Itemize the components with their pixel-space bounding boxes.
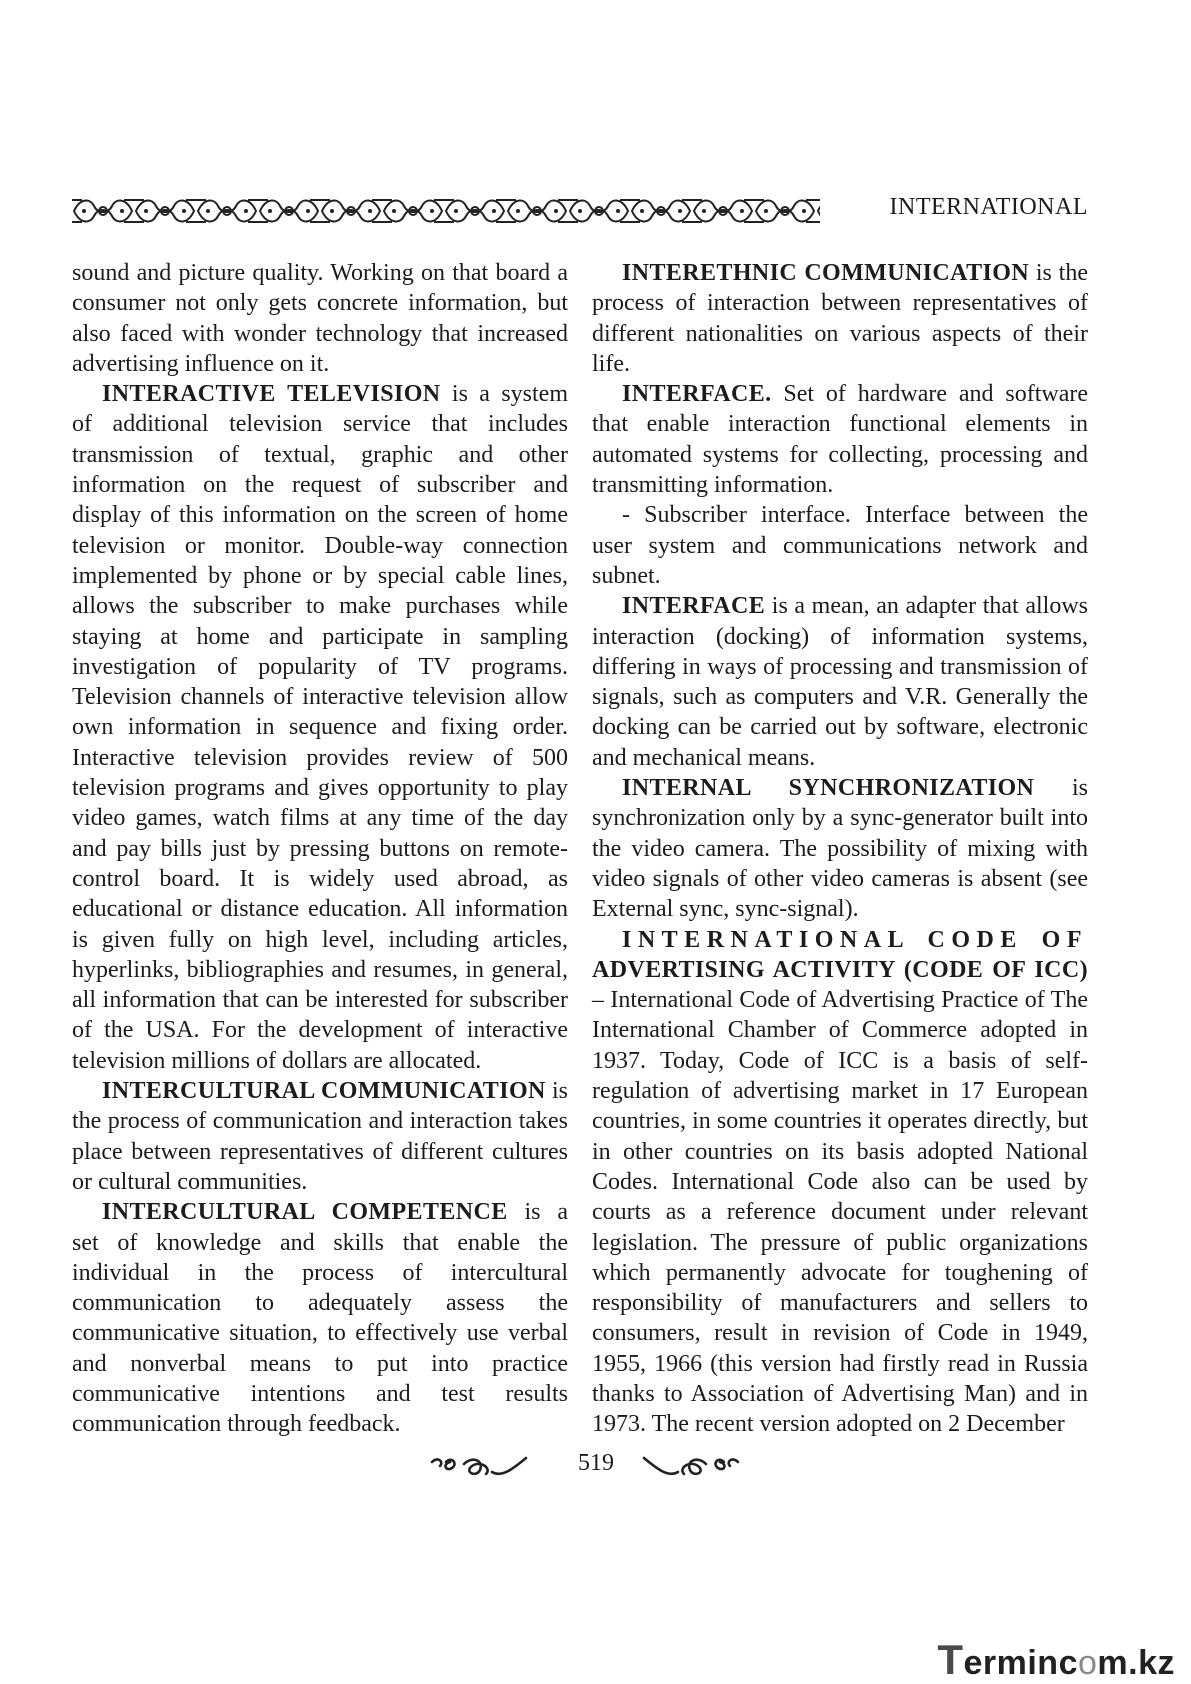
entry-text: is the process of interaction between representatives of different nationalities on various aspects of their life.	[592, 260, 1089, 377]
entry-interface-mean	[592, 591, 1088, 773]
entry-text: is a mean, an adapter that allows interaction (docking) of information systems, differing in ways of processing and transmission of signals, such as computers and V.R. Generally the docking can be carried out by software, electronic and mechanical means.	[592, 593, 1088, 771]
entry-text: sound and picture quality. Working on that board a consumer not only gets concrete information, but also faced with wonder technology that increased advertising influence on it.	[72, 260, 568, 377]
entry-term: INTERNAL SYNCHRONIZATION	[622, 775, 1035, 802]
entry-text: – International Code of Advertising Practice of The International Chamber of Commerce adopted in 1937. Today, Code of ICC is a basis of self-regulation of advertising market in 17 European countries, in some countries it operates directly, but in other countries on its basis adopted National Codes. International Code also can be used by courts as a reference document under relevant legislation. The pressure of public organizations which permanently advocate for toughening of responsibility of manufacturers and sellers to consumers, result in revision of Code in 1949, 1955, 1966 (this version had firstly read in Russia thanks to Association of Advertising Man) and in 1973. The recent version adopted on 2 December	[592, 987, 1088, 1438]
swirl-right-icon	[640, 1454, 740, 1480]
entry-text: is the process of communication and interaction takes place between representatives of different cultures or cultural communities.	[72, 1078, 568, 1195]
entry-intercultural-communication	[72, 1076, 568, 1197]
left-column	[72, 258, 568, 1440]
entry-text: - Subscriber interface. Interface between the user system and communications network and subnet.	[592, 502, 1088, 589]
page-number: 519	[578, 1450, 614, 1476]
entry-text: is a set of knowledge and skills that enable the individual in the process of intercultural communication to adequately assess the communicative situation, to effectively use verbal and nonverbal means to put into practice communicative intentions and test results communication through feedback.	[72, 1199, 568, 1438]
entry-term: INTERCULTURAL COMPETENCE	[102, 1199, 508, 1226]
site-watermark-logo	[937, 1636, 1175, 1683]
entry-interethnic-communication	[592, 258, 1088, 379]
entry-intercultural-competence	[72, 1197, 568, 1439]
watermark-middle: o	[1077, 1644, 1098, 1682]
entry-term: INTERACTIVE TELEVISION	[102, 381, 441, 408]
page-footer	[0, 1446, 1191, 1486]
entry-term-line1: INTERNATIONAL CODE OF	[622, 926, 1088, 953]
watermark-first-letter: T	[937, 1636, 964, 1683]
ornamental-band-icon	[72, 194, 820, 228]
running-title: INTERNATIONAL	[889, 194, 1088, 220]
entry-text: is synchronization only by a sync-generator built into the video camera. The possibility of mixing with video signals of other video cameras is absent (see External sync, sync-signal).	[592, 775, 1088, 923]
entry-term: INTERETHNIC COMMUNICATION	[622, 260, 1030, 286]
entry-text: Set of hardware and software that enable interaction functional elements in automated systems for collecting, processing and transmitting information.	[592, 381, 1088, 499]
entry-subscriber-interface	[592, 500, 1088, 591]
entry-text: is a system of additional television service that includes transmission of textual, graphic and other information on the request of subscriber and display of this information on the screen of home television or monitor. Double-way connection implemented by phone or by special cable lines, allows the subscriber to make purchases while staying at home and participate in sampling investigation of popularity of TV programs. Television channels of interactive television allow own information in sequence and fixing order. Interactive television provides review of 500 television programs and gives opportunity to play video games, watch films at any time of the day and pay bills just by pressing buttons on remote-control board. It is widely used abroad, as educational or distance education. All information is given fully on high level, including articles, hyperlinks, bibliographies and resumes, in general, all information that can be interested for subscriber of the USA. For the development of interactive television millions of dollars are allocated.	[72, 381, 568, 1074]
watermark-rest: erminc	[963, 1644, 1078, 1682]
entry-term: INTERFACE.	[622, 381, 772, 408]
watermark-end: m.kz	[1097, 1644, 1175, 1682]
page-header	[72, 186, 1088, 234]
entry-interface-set	[592, 379, 1088, 500]
right-column	[592, 258, 1088, 1440]
entry-term: INTERCULTURAL COMMUNICATION	[102, 1078, 546, 1105]
entry-term: INTERFACE	[622, 593, 766, 620]
entry-international-code	[592, 925, 1088, 1440]
entry-continuation	[72, 258, 568, 379]
entry-term-line2: ADVERTISING ACTIVITY (CODE OF ICC)	[592, 956, 1088, 983]
entry-interactive-television	[72, 379, 568, 1076]
entry-internal-synchronization	[592, 773, 1088, 924]
swirl-left-icon	[430, 1454, 530, 1480]
